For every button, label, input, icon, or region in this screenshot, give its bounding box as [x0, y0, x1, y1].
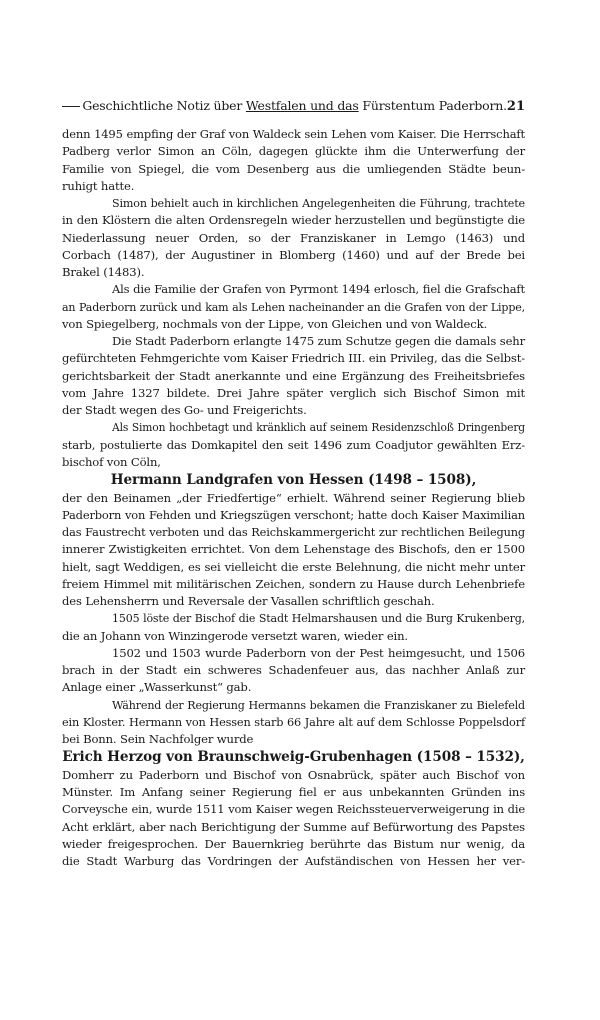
section-heading: Erich Herzog von Braunschweig-Grubenhagen (1508 – 1532),: [62, 749, 525, 766]
text-line: denn 1495 empfing der Graf von Waldeck sein Lehen vom Kaiser. Die Herrschaft: [62, 127, 525, 141]
text-line: Anlage einer „Wasserkunst“ gab.: [62, 680, 252, 695]
section-heading: Hermann Landgrafen von Hessen (1498 – 1508),: [110, 472, 477, 488]
text-line: Als Simon hochbetagt und kränklich auf seinem Residenzschloß Dringenberg: [112, 421, 525, 435]
text-line: in den Klöstern die alten Ordensregeln wieder herzustellen und begünstigte die: [62, 213, 525, 228]
text-line: brach in der Stadt ein schweres Schadenfeuer aus, das nachher Anlaß zur: [62, 663, 525, 677]
text-line: gefürchteten Fehmgerichte vom Kaiser Friedrich III. ein Privileg, das die Selbst-: [62, 351, 525, 366]
text-line: freiem Himmel mit militärischen Zeichen, sondern zu Hause durch Lehenbriefe: [62, 576, 525, 591]
text-line: Familie von Spiegel, die vom Desenberg aus die umliegenden Städte beun-: [62, 161, 525, 176]
running-head: [62, 98, 525, 116]
text-line: bischof von Cöln,: [62, 454, 161, 469]
text-line: des Lehensherrn und Reversale der Vasallen schriftlich geschah.: [62, 594, 435, 608]
text-line: Während der Regierung Hermanns bekamen die Franziskaner zu Bielefeld: [112, 698, 525, 712]
text-line: Acht erklärt, aber nach Berichtigung der Summe auf Befürwortung des Papstes: [62, 819, 525, 834]
text-line: Paderborn von Fehden und Kriegszügen verschont; hatte doch Kaiser Maximilian: [62, 507, 525, 522]
text-line: Simon behielt auch in kirchlichen Angelegenheiten die Führung, trachtete: [112, 197, 525, 210]
text-line: 1505 löste der Bischof die Stadt Helmarshausen und die Burg Krukenberg,: [112, 612, 525, 626]
text-line: vom Jahre 1327 bildete. Drei Jahre später verglich sich Bischof Simon mit: [62, 385, 525, 400]
text-line: Münster. Im Anfang seiner Regierung fiel er aus unbekannten Gründen ins: [62, 785, 525, 799]
text-line: Niederlassung neuer Orden, so der Franziskaner in Lemgo (1463) und: [62, 230, 525, 245]
running-head-title-part: Fürstentum Paderborn.: [358, 98, 507, 113]
text-line: die Stadt Warburg das Vordringen der Aufständischen von Hessen her ver-: [62, 854, 525, 868]
text-line: Padberg verlor Simon an Cöln, dagegen glückte ihm die Unterwerfung der: [62, 144, 525, 159]
running-head-title-part: Geschichtliche Notiz über: [82, 98, 246, 113]
text-line: die an Johann von Winzingerode versetzt waren, wieder ein.: [62, 628, 408, 643]
header-rule: [62, 106, 80, 107]
text-line: 1502 und 1503 wurde Paderborn von der Pest heimgesucht, und 1506: [112, 645, 525, 660]
text-line: hielt, sagt Weddigen, es sei vielleicht die erste Belehnung, die nicht mehr unter: [62, 559, 525, 574]
text-line: von Spiegelberg, nochmals von der Lippe, von Gleichen und von Waldeck.: [62, 316, 487, 331]
text-line: das Faustrecht verboten und das Reichskammergericht zur rechtlichen Beilegung: [62, 525, 525, 539]
text-line: starb, postulierte das Domkapitel den seit 1496 zum Coadjutor gewählten Erz-: [62, 437, 525, 452]
running-head-title-underlined: Westfalen und das: [245, 98, 359, 113]
text-line: an Paderborn zurück und kam als Lehen nacheinander an die Grafen von der Lippe,: [62, 300, 525, 314]
text-line: bei Bonn. Sein Nachfolger wurde: [62, 732, 254, 746]
page-body: [62, 126, 525, 870]
text-line: ruhigt hatte.: [62, 178, 135, 193]
text-line: der den Beinamen „der Friedfertige“ erhielt. Während seiner Regierung blieb: [62, 490, 525, 505]
text-line: wieder freigesprochen. Der Bauernkrieg berührte das Bistum nur wenig, da: [62, 836, 525, 851]
text-line: innerer Zwistigkeiten errichtet. Von dem Lehenstage des Bischofs, den er 1500: [62, 542, 525, 557]
text-line: der Stadt wegen des Go- und Freigerichts.: [62, 403, 307, 417]
text-line: Als die Familie der Grafen von Pyrmont 1494 erlosch, fiel die Grafschaft: [112, 282, 525, 297]
text-line: ein Kloster. Hermann von Hessen starb 66 Jahre alt auf dem Schlosse Poppelsdorf: [62, 714, 525, 729]
text-line: Die Stadt Paderborn erlangte 1475 zum Schutze gegen die damals sehr: [112, 334, 525, 348]
running-head-title: [82, 98, 507, 113]
text-line: Corveysche ein, wurde 1511 vom Kaiser wegen Reichssteuerverweigerung in die: [62, 802, 525, 817]
text-line: gerichtsbarkeit der Stadt anerkannte und eine Ergänzung des Freiheitsbriefes: [62, 368, 525, 383]
text-line: Brakel (1483).: [62, 265, 145, 279]
text-line: Domherr zu Paderborn und Bischof von Osnabrück, später auch Bischof von: [62, 767, 525, 782]
text-line: Corbach (1487), der Augustiner in Blomberg (1460) und auf der Brede bei: [62, 247, 525, 262]
page-number: 21: [506, 99, 525, 114]
